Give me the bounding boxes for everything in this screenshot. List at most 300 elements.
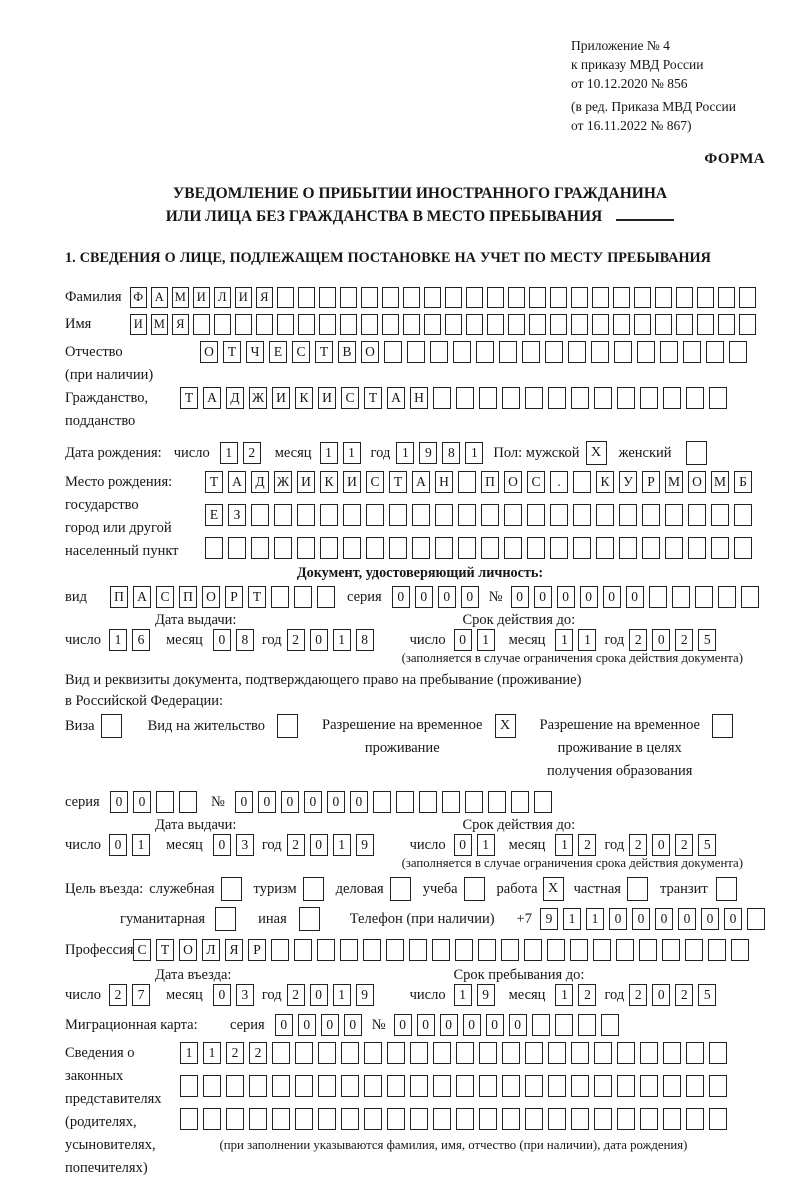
char-cell[interactable]: Я (172, 314, 189, 335)
char-cell[interactable]: 1 (343, 442, 361, 464)
char-cell[interactable] (672, 586, 690, 608)
char-cell[interactable]: 0 (109, 834, 127, 856)
char-cell[interactable] (571, 1075, 589, 1097)
char-cell[interactable] (706, 341, 724, 363)
char-cell[interactable] (502, 1108, 520, 1130)
surname-boxes[interactable] (130, 287, 760, 308)
char-cell[interactable]: В (338, 341, 356, 363)
char-cell[interactable] (363, 939, 381, 961)
char-cell[interactable] (642, 537, 660, 559)
char-cell[interactable] (548, 1042, 566, 1064)
char-cell[interactable]: 2 (675, 834, 693, 856)
char-cell[interactable] (688, 537, 706, 559)
char-cell[interactable]: 7 (132, 984, 150, 1006)
char-cell[interactable] (478, 939, 496, 961)
char-cell[interactable]: 5 (698, 984, 716, 1006)
char-cell[interactable]: А (151, 287, 168, 308)
char-cell[interactable] (389, 537, 407, 559)
char-cell[interactable]: 0 (626, 586, 644, 608)
char-cell[interactable] (203, 1108, 221, 1130)
char-cell[interactable]: К (295, 387, 313, 409)
char-cell[interactable] (545, 341, 563, 363)
char-cell[interactable]: И (193, 287, 210, 308)
profession-boxes[interactable] (133, 939, 749, 961)
char-cell[interactable] (578, 1014, 596, 1036)
char-cell[interactable]: 2 (675, 629, 693, 651)
char-cell[interactable] (686, 387, 704, 409)
char-cell[interactable] (274, 504, 292, 526)
char-cell[interactable] (718, 586, 736, 608)
char-cell[interactable] (663, 1042, 681, 1064)
char-cell[interactable]: 1 (320, 442, 338, 464)
char-cell[interactable] (445, 314, 462, 335)
char-cell[interactable] (504, 537, 522, 559)
checkbox-cell[interactable] (277, 714, 298, 738)
char-cell[interactable] (424, 287, 441, 308)
char-cell[interactable] (295, 1075, 313, 1097)
char-cell[interactable] (613, 287, 630, 308)
char-cell[interactable]: Т (315, 341, 333, 363)
char-cell[interactable] (382, 287, 399, 308)
char-cell[interactable] (649, 586, 667, 608)
char-cell[interactable]: Ф (130, 287, 147, 308)
char-cell[interactable]: 2 (629, 834, 647, 856)
char-cell[interactable]: 2 (578, 984, 596, 1006)
char-cell[interactable] (193, 314, 210, 335)
char-cell[interactable] (389, 504, 407, 526)
char-cell[interactable] (655, 287, 672, 308)
char-cell[interactable]: 0 (454, 629, 472, 651)
char-cell[interactable] (508, 287, 525, 308)
stay-expiry-month-boxes[interactable] (555, 834, 596, 856)
char-cell[interactable] (340, 939, 358, 961)
char-cell[interactable] (298, 314, 315, 335)
stay-issue-year-boxes[interactable] (287, 834, 374, 856)
char-cell[interactable] (403, 314, 420, 335)
char-cell[interactable]: Я (225, 939, 243, 961)
char-cell[interactable]: 1 (586, 908, 604, 930)
char-cell[interactable]: 9 (477, 984, 495, 1006)
migration-series-boxes[interactable] (275, 1014, 362, 1036)
char-cell[interactable] (466, 287, 483, 308)
char-cell[interactable]: О (361, 341, 379, 363)
char-cell[interactable]: 0 (603, 586, 621, 608)
char-cell[interactable]: 0 (344, 1014, 362, 1036)
char-cell[interactable] (317, 939, 335, 961)
char-cell[interactable] (272, 1075, 290, 1097)
char-cell[interactable] (637, 341, 655, 363)
char-cell[interactable] (364, 1075, 382, 1097)
char-cell[interactable] (386, 939, 404, 961)
char-cell[interactable] (573, 504, 591, 526)
char-cell[interactable]: С (341, 387, 359, 409)
char-cell[interactable]: А (387, 387, 405, 409)
char-cell[interactable] (525, 1075, 543, 1097)
char-cell[interactable]: . (550, 471, 568, 493)
char-cell[interactable] (341, 1108, 359, 1130)
char-cell[interactable]: 0 (678, 908, 696, 930)
char-cell[interactable] (256, 314, 273, 335)
char-cell[interactable]: 2 (287, 834, 305, 856)
char-cell[interactable] (274, 537, 292, 559)
char-cell[interactable]: А (228, 471, 246, 493)
char-cell[interactable]: 2 (243, 442, 261, 464)
char-cell[interactable] (573, 537, 591, 559)
char-cell[interactable] (571, 1108, 589, 1130)
char-cell[interactable]: И (130, 314, 147, 335)
char-cell[interactable] (481, 504, 499, 526)
char-cell[interactable] (319, 287, 336, 308)
char-cell[interactable] (272, 1042, 290, 1064)
char-cell[interactable]: Б (734, 471, 752, 493)
char-cell[interactable] (640, 1075, 658, 1097)
char-cell[interactable]: 0 (557, 586, 575, 608)
char-cell[interactable]: И (235, 287, 252, 308)
char-cell[interactable]: А (412, 471, 430, 493)
char-cell[interactable] (711, 537, 729, 559)
char-cell[interactable] (456, 1042, 474, 1064)
visa-checkbox[interactable] (101, 714, 122, 738)
char-cell[interactable]: 1 (563, 908, 581, 930)
char-cell[interactable]: 9 (540, 908, 558, 930)
patronymic-boxes[interactable] (200, 341, 747, 363)
char-cell[interactable] (502, 1042, 520, 1064)
char-cell[interactable]: 8 (356, 629, 374, 651)
char-cell[interactable] (634, 314, 651, 335)
char-cell[interactable]: Т (248, 586, 266, 608)
char-cell[interactable]: 0 (534, 586, 552, 608)
char-cell[interactable] (709, 1075, 727, 1097)
char-cell[interactable]: 0 (632, 908, 650, 930)
char-cell[interactable]: 0 (440, 1014, 458, 1036)
char-cell[interactable] (180, 1108, 198, 1130)
char-cell[interactable] (487, 287, 504, 308)
char-cell[interactable]: 1 (396, 442, 414, 464)
char-cell[interactable]: 0 (609, 908, 627, 930)
checkbox-cell[interactable] (464, 877, 485, 901)
char-cell[interactable]: Т (389, 471, 407, 493)
birth-place-row3-boxes[interactable] (205, 537, 752, 559)
stay-series-boxes[interactable] (110, 791, 197, 813)
char-cell[interactable]: 0 (652, 834, 670, 856)
char-cell[interactable]: 1 (333, 984, 351, 1006)
char-cell[interactable]: 1 (465, 442, 483, 464)
char-cell[interactable]: 2 (578, 834, 596, 856)
char-cell[interactable] (214, 314, 231, 335)
char-cell[interactable] (407, 341, 425, 363)
char-cell[interactable] (373, 791, 391, 813)
char-cell[interactable] (550, 504, 568, 526)
char-cell[interactable] (741, 586, 759, 608)
char-cell[interactable] (718, 287, 735, 308)
char-cell[interactable] (476, 341, 494, 363)
char-cell[interactable] (384, 341, 402, 363)
entry-month-boxes[interactable] (213, 984, 254, 1006)
char-cell[interactable] (455, 939, 473, 961)
purpose-tourism-checkbox[interactable] (303, 877, 324, 901)
char-cell[interactable] (410, 1042, 428, 1064)
char-cell[interactable] (640, 1108, 658, 1130)
char-cell[interactable]: 2 (226, 1042, 244, 1064)
char-cell[interactable]: О (504, 471, 522, 493)
char-cell[interactable] (508, 314, 525, 335)
char-cell[interactable] (488, 791, 506, 813)
char-cell[interactable]: 0 (394, 1014, 412, 1036)
char-cell[interactable] (298, 287, 315, 308)
char-cell[interactable]: О (688, 471, 706, 493)
char-cell[interactable]: 8 (236, 629, 254, 651)
char-cell[interactable] (570, 939, 588, 961)
char-cell[interactable] (525, 387, 543, 409)
doc-number-boxes[interactable] (511, 586, 759, 608)
char-cell[interactable]: 0 (580, 586, 598, 608)
char-cell[interactable] (685, 939, 703, 961)
char-cell[interactable] (366, 537, 384, 559)
checkbox-cell[interactable] (101, 714, 122, 738)
char-cell[interactable]: 9 (356, 984, 374, 1006)
char-cell[interactable] (387, 1042, 405, 1064)
char-cell[interactable] (294, 939, 312, 961)
birth-place-row2-boxes[interactable] (205, 504, 752, 526)
char-cell[interactable] (548, 1075, 566, 1097)
char-cell[interactable] (479, 1108, 497, 1130)
char-cell[interactable] (663, 1108, 681, 1130)
char-cell[interactable]: 0 (655, 908, 673, 930)
char-cell[interactable]: 1 (477, 834, 495, 856)
birth-year-boxes[interactable] (396, 442, 483, 464)
until-month-boxes[interactable] (555, 984, 596, 1006)
char-cell[interactable] (655, 314, 672, 335)
birth-place-row1-boxes[interactable] (205, 471, 752, 493)
char-cell[interactable] (251, 537, 269, 559)
phone-boxes[interactable] (540, 908, 765, 930)
char-cell[interactable] (709, 387, 727, 409)
doc-series-boxes[interactable] (392, 586, 479, 608)
char-cell[interactable] (430, 341, 448, 363)
char-cell[interactable] (550, 537, 568, 559)
char-cell[interactable] (525, 1042, 543, 1064)
checkbox-cell[interactable] (299, 907, 320, 931)
char-cell[interactable] (594, 1042, 612, 1064)
temp-residence-checkbox[interactable] (495, 714, 516, 738)
char-cell[interactable] (343, 504, 361, 526)
doc-issue-year-boxes[interactable] (287, 629, 374, 651)
char-cell[interactable] (458, 537, 476, 559)
char-cell[interactable] (410, 1108, 428, 1130)
migration-number-boxes[interactable] (394, 1014, 619, 1036)
char-cell[interactable] (548, 387, 566, 409)
char-cell[interactable]: 1 (555, 834, 573, 856)
sex-male-checkbox[interactable] (586, 441, 607, 465)
char-cell[interactable] (665, 504, 683, 526)
char-cell[interactable] (432, 939, 450, 961)
char-cell[interactable]: 3 (236, 984, 254, 1006)
residence-permit-checkbox[interactable] (277, 714, 298, 738)
char-cell[interactable]: М (151, 314, 168, 335)
char-cell[interactable] (409, 939, 427, 961)
char-cell[interactable] (387, 1108, 405, 1130)
char-cell[interactable] (596, 504, 614, 526)
purpose-humanitarian-checkbox[interactable] (215, 907, 236, 931)
char-cell[interactable] (614, 341, 632, 363)
char-cell[interactable] (739, 287, 756, 308)
checkbox-cell[interactable] (716, 877, 737, 901)
char-cell[interactable] (529, 287, 546, 308)
char-cell[interactable]: Я (256, 287, 273, 308)
representatives-row2-boxes[interactable] (180, 1075, 727, 1097)
purpose-study-checkbox[interactable] (464, 877, 485, 901)
char-cell[interactable] (550, 287, 567, 308)
char-cell[interactable] (709, 1108, 727, 1130)
char-cell[interactable]: Л (214, 287, 231, 308)
char-cell[interactable] (318, 1042, 336, 1064)
char-cell[interactable] (340, 314, 357, 335)
char-cell[interactable] (366, 504, 384, 526)
char-cell[interactable]: 0 (509, 1014, 527, 1036)
char-cell[interactable] (619, 537, 637, 559)
char-cell[interactable] (445, 287, 462, 308)
char-cell[interactable] (663, 387, 681, 409)
birth-month-boxes[interactable] (320, 442, 361, 464)
char-cell[interactable]: 0 (310, 834, 328, 856)
representatives-row1-boxes[interactable] (180, 1042, 727, 1064)
char-cell[interactable]: 9 (419, 442, 437, 464)
char-cell[interactable] (534, 791, 552, 813)
checkbox-cell[interactable] (686, 441, 707, 465)
char-cell[interactable] (639, 939, 657, 961)
char-cell[interactable]: П (179, 586, 197, 608)
stay-number-boxes[interactable] (235, 791, 552, 813)
char-cell[interactable]: 2 (629, 629, 647, 651)
char-cell[interactable]: 0 (235, 791, 253, 813)
char-cell[interactable] (502, 387, 520, 409)
char-cell[interactable]: 0 (652, 629, 670, 651)
char-cell[interactable] (711, 504, 729, 526)
temp-residence-edu-checkbox[interactable] (712, 714, 733, 738)
purpose-work-checkbox[interactable] (543, 877, 564, 901)
char-cell[interactable]: М (665, 471, 683, 493)
char-cell[interactable] (396, 791, 414, 813)
purpose-private-checkbox[interactable] (627, 877, 648, 901)
char-cell[interactable] (364, 1042, 382, 1064)
checkbox-cell[interactable] (390, 877, 411, 901)
char-cell[interactable]: 0 (110, 791, 128, 813)
checkbox-cell[interactable] (221, 877, 242, 901)
char-cell[interactable]: 1 (333, 834, 351, 856)
char-cell[interactable]: 1 (203, 1042, 221, 1064)
char-cell[interactable] (435, 504, 453, 526)
char-cell[interactable] (739, 314, 756, 335)
stay-expiry-year-boxes[interactable] (629, 834, 716, 856)
char-cell[interactable] (594, 387, 612, 409)
char-cell[interactable]: 0 (652, 984, 670, 1006)
char-cell[interactable]: Р (248, 939, 266, 961)
char-cell[interactable]: 1 (477, 629, 495, 651)
char-cell[interactable] (591, 341, 609, 363)
char-cell[interactable] (424, 314, 441, 335)
char-cell[interactable] (525, 1108, 543, 1130)
char-cell[interactable]: Р (225, 586, 243, 608)
char-cell[interactable] (481, 537, 499, 559)
char-cell[interactable] (343, 537, 361, 559)
char-cell[interactable] (403, 287, 420, 308)
char-cell[interactable]: 0 (461, 586, 479, 608)
char-cell[interactable]: 0 (258, 791, 276, 813)
char-cell[interactable]: А (203, 387, 221, 409)
char-cell[interactable]: 0 (310, 629, 328, 651)
char-cell[interactable] (249, 1108, 267, 1130)
char-cell[interactable]: П (481, 471, 499, 493)
char-cell[interactable]: С (156, 586, 174, 608)
char-cell[interactable] (297, 537, 315, 559)
given-name-boxes[interactable] (130, 314, 760, 335)
char-cell[interactable] (318, 1075, 336, 1097)
char-cell[interactable]: У (619, 471, 637, 493)
char-cell[interactable] (458, 504, 476, 526)
char-cell[interactable] (617, 387, 635, 409)
char-cell[interactable] (619, 504, 637, 526)
char-cell[interactable]: 0 (415, 586, 433, 608)
char-cell[interactable] (320, 504, 338, 526)
char-cell[interactable] (499, 341, 517, 363)
char-cell[interactable] (697, 287, 714, 308)
char-cell[interactable]: 0 (417, 1014, 435, 1036)
char-cell[interactable]: Т (205, 471, 223, 493)
birth-day-boxes[interactable] (220, 442, 261, 464)
char-cell[interactable] (571, 387, 589, 409)
char-cell[interactable] (734, 537, 752, 559)
char-cell[interactable]: 2 (287, 629, 305, 651)
char-cell[interactable] (479, 387, 497, 409)
char-cell[interactable] (235, 314, 252, 335)
char-cell[interactable] (295, 1108, 313, 1130)
char-cell[interactable]: 1 (578, 629, 596, 651)
char-cell[interactable] (433, 387, 451, 409)
doc-type-boxes[interactable] (110, 586, 335, 608)
char-cell[interactable]: Е (205, 504, 223, 526)
char-cell[interactable] (695, 586, 713, 608)
char-cell[interactable] (412, 537, 430, 559)
char-cell[interactable]: Ж (249, 387, 267, 409)
char-cell[interactable] (433, 1108, 451, 1130)
char-cell[interactable] (271, 586, 289, 608)
char-cell[interactable]: 0 (213, 629, 231, 651)
char-cell[interactable]: 0 (321, 1014, 339, 1036)
char-cell[interactable]: Н (435, 471, 453, 493)
char-cell[interactable] (731, 939, 749, 961)
char-cell[interactable] (601, 1014, 619, 1036)
char-cell[interactable] (547, 939, 565, 961)
char-cell[interactable]: 6 (132, 629, 150, 651)
char-cell[interactable] (676, 287, 693, 308)
char-cell[interactable] (487, 314, 504, 335)
char-cell[interactable] (734, 504, 752, 526)
char-cell[interactable]: Т (223, 341, 241, 363)
char-cell[interactable] (683, 341, 701, 363)
char-cell[interactable]: 1 (109, 629, 127, 651)
char-cell[interactable] (364, 1108, 382, 1130)
char-cell[interactable] (226, 1075, 244, 1097)
char-cell[interactable] (297, 504, 315, 526)
char-cell[interactable] (412, 504, 430, 526)
stay-issue-month-boxes[interactable] (213, 834, 254, 856)
entry-day-boxes[interactable] (109, 984, 150, 1006)
char-cell[interactable] (640, 387, 658, 409)
entry-year-boxes[interactable] (287, 984, 374, 1006)
char-cell[interactable]: 0 (327, 791, 345, 813)
char-cell[interactable]: 1 (180, 1042, 198, 1064)
char-cell[interactable] (686, 1042, 704, 1064)
